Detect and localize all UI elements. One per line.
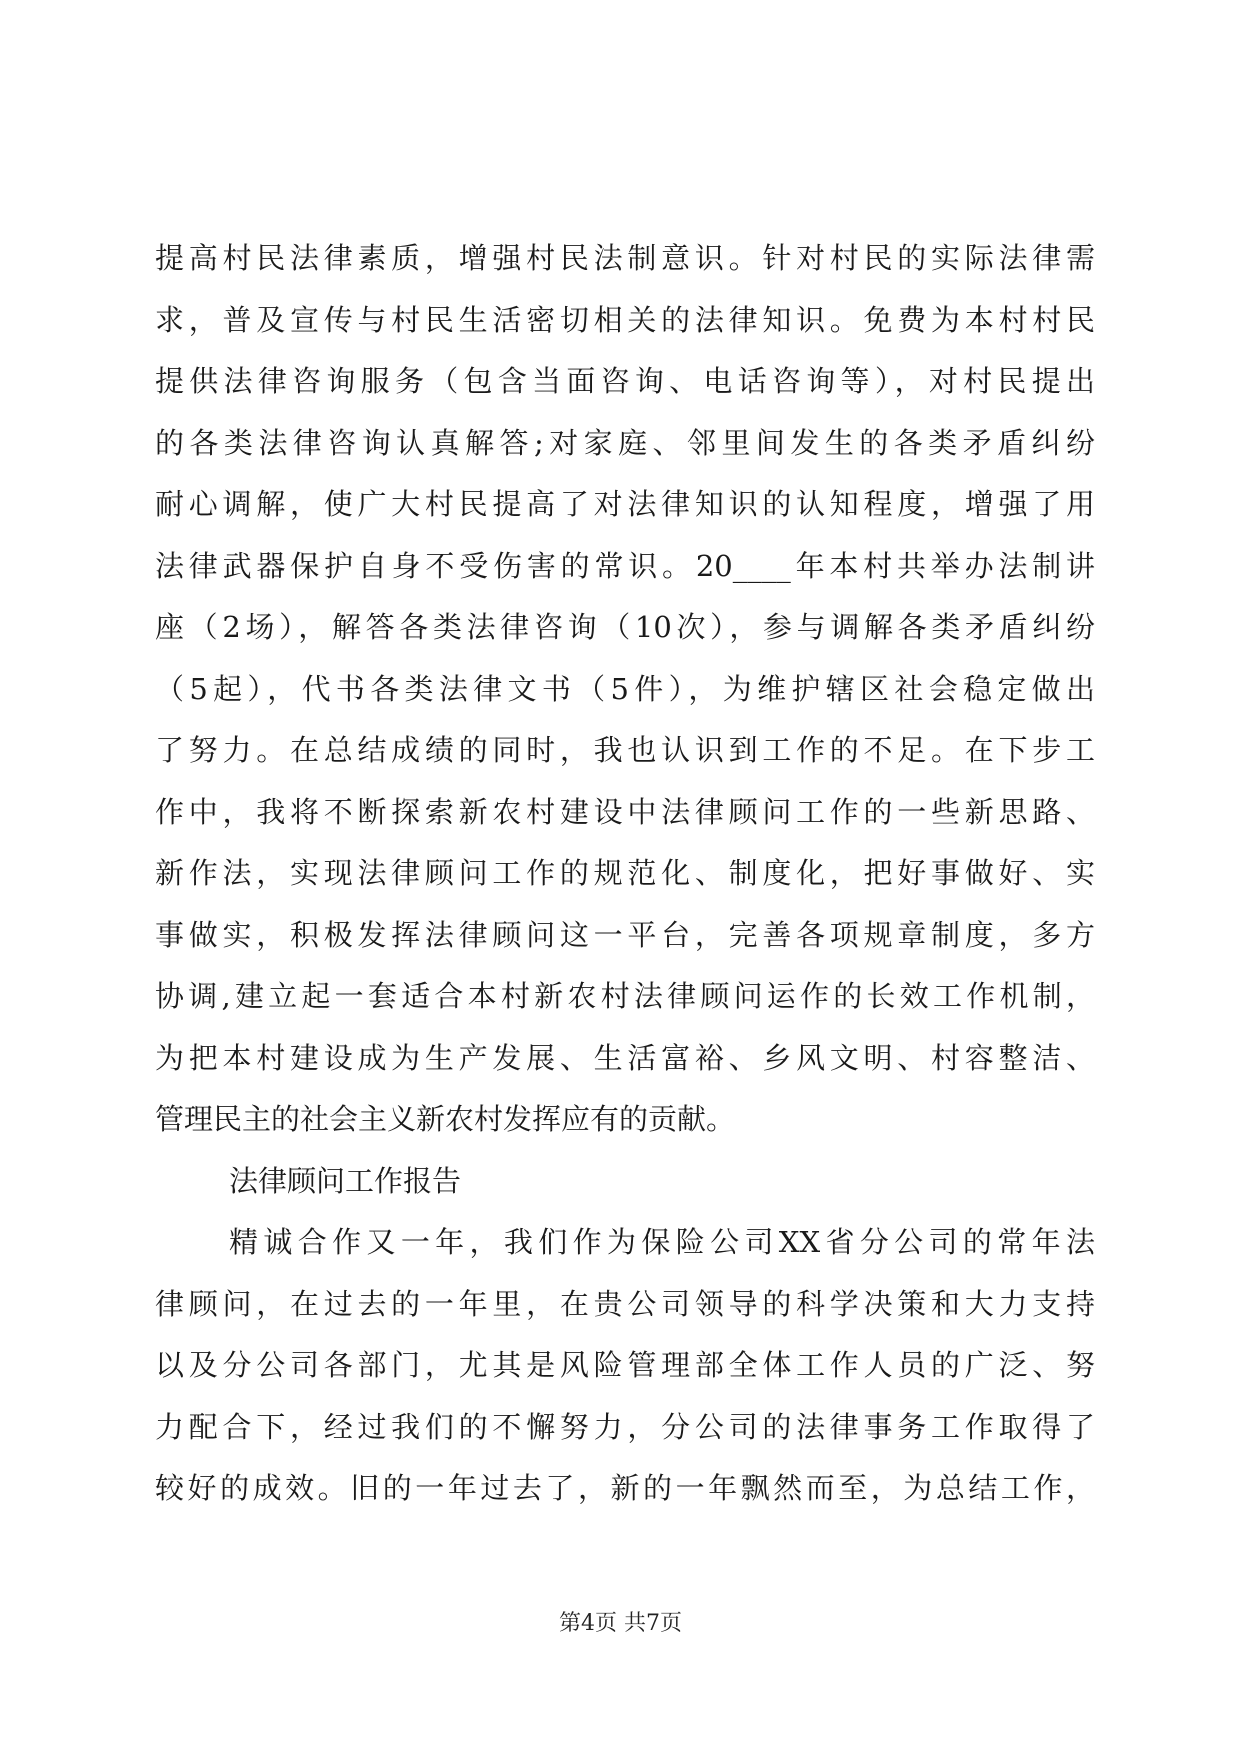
text-line: 为把本村建设成为生产发展、生活富裕、乡风文明、村容整洁、 (155, 1040, 1095, 1075)
text-line: 的各类法律咨询认真解答;对家庭、邻里间发生的各类矛盾纠纷 (155, 425, 1095, 460)
text-line: 座（2场），解答各类法律咨询（10次），参与调解各类矛盾纠纷 (155, 610, 1095, 644)
text-line: 了努力。在总结成绩的同时，我也认识到工作的不足。在下步工 (155, 733, 1095, 767)
text-line: 新作法，实现法律顾问工作的规范化、制度化，把好事做好、实 (155, 856, 1095, 890)
text-line: 管理民主的社会主义新农村发挥应有的贡献。 (155, 1102, 736, 1136)
text-line: 以及分公司各部门，尤其是风险管理部全体工作人员的广泛、努 (155, 1348, 1095, 1382)
text-line: 提高村民法律素质，增强村民法制意识。针对村民的实际法律需 (155, 241, 1095, 275)
text-line: 协调,建立起一套适合本村新农村法律顾问运作的长效工作机制， (155, 979, 1095, 1013)
page-number-footer: 第4页 共7页 (559, 1611, 682, 1636)
text-line: （5起），代书各类法律文书（5件），为维护辖区社会稳定做出 (155, 671, 1095, 706)
text-line: 求，普及宣传与村民生活密切相关的法律知识。免费为本村村民 (155, 302, 1095, 337)
text-line: 力配合下，经过我们的不懈努力，分公司的法律事务工作取得了 (155, 1409, 1095, 1444)
text-line: 法律武器保护自身不受伤害的常识。20____年本村共举办法制讲 (155, 548, 1095, 583)
text-line: 耐心调解，使广大村民提高了对法律知识的认知程度，增强了用 (155, 487, 1095, 521)
text-line: 精诚合作又一年，我们作为保险公司XX省分公司的常年法 (229, 1225, 1095, 1259)
text-line: 提供法律咨询服务（包含当面咨询、电话咨询等），对村民提出 (155, 364, 1095, 398)
section-heading: 法律顾问工作报告 (229, 1163, 462, 1198)
document-body (155, 228, 1095, 1520)
text-line: 作中，我将不断探索新农村建设中法律顾问工作的一些新思路、 (155, 794, 1095, 829)
text-line: 较好的成效。旧的一年过去了，新的一年飘然而至，为总结工作， (155, 1471, 1095, 1505)
text-line: 事做实，积极发挥法律顾问这一平台，完善各项规章制度，多方 (155, 917, 1095, 952)
text-line: 律顾问，在过去的一年里，在贵公司领导的科学决策和大力支持 (155, 1286, 1095, 1321)
